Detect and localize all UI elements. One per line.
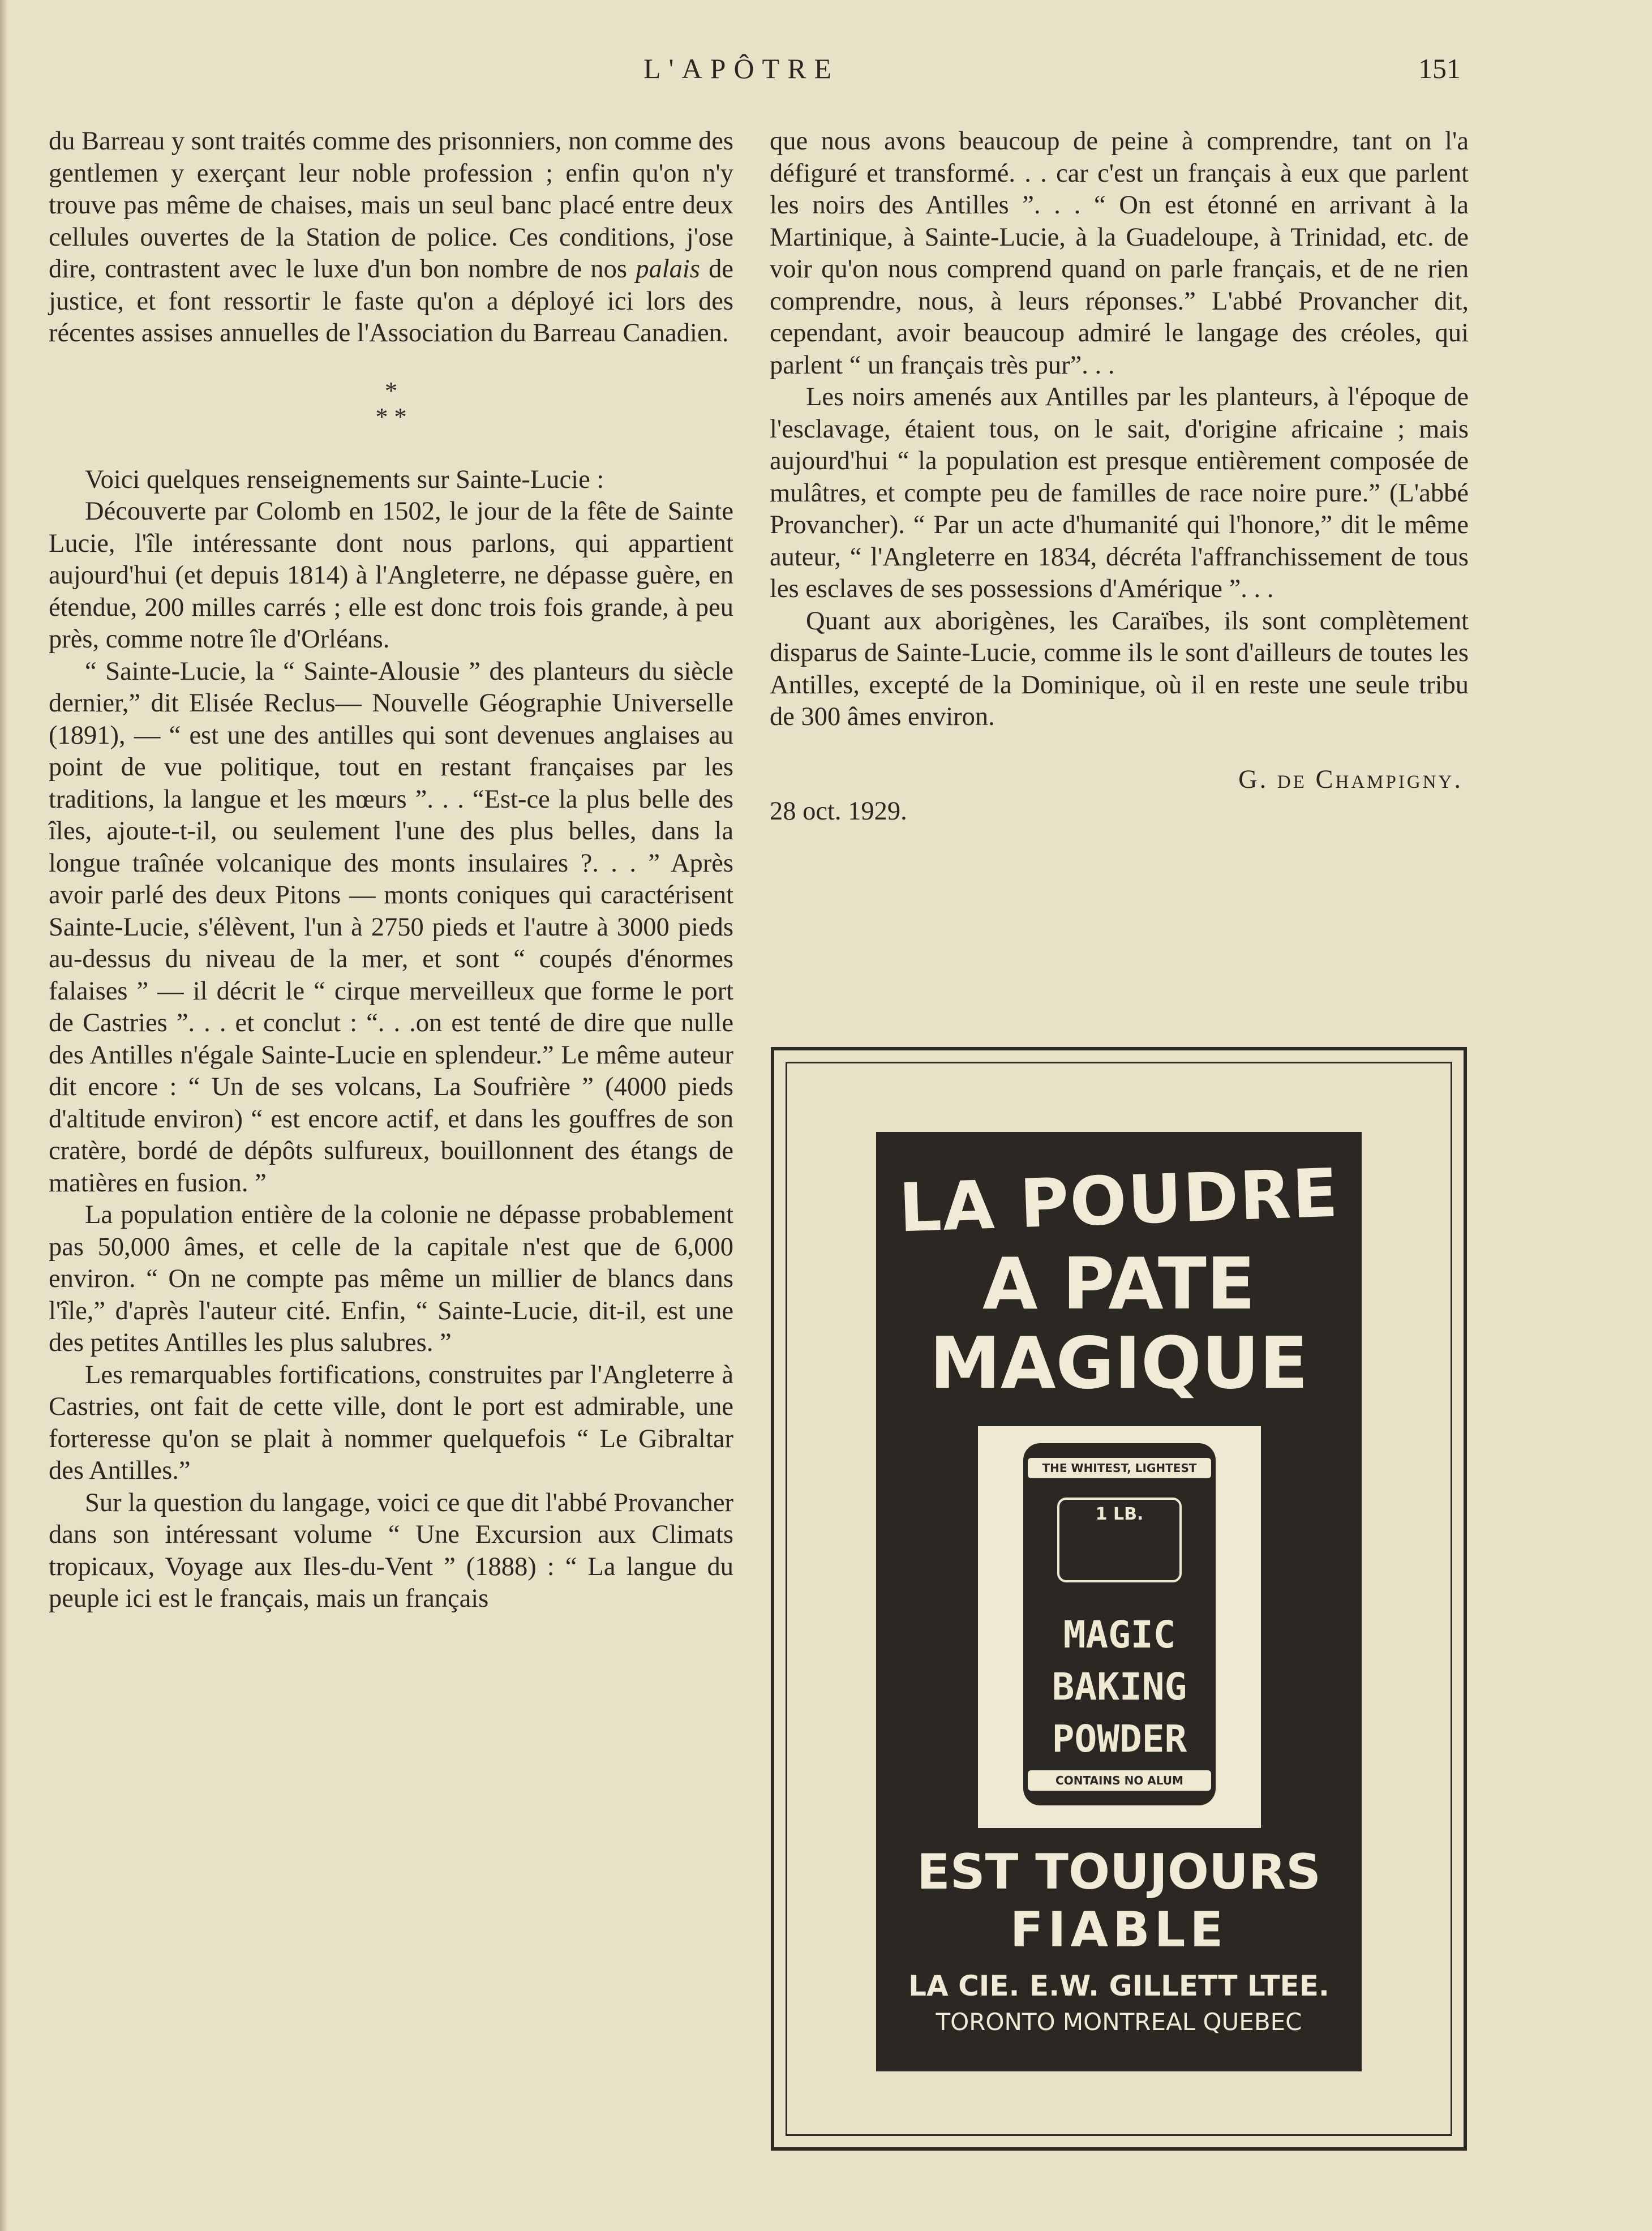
paragraph-fortifications: Les remarquables fortifications, construites par l'Angleterre à Castries, ont fait de cette ville, dont le port est admirable, une forteresse qu'on se plait à nommer quelquefois “ Le Gibraltar des Antilles.”	[49, 1360, 733, 1485]
asterism-top: *	[385, 376, 397, 405]
advertisement	[876, 1132, 1362, 2071]
tin-band-bottom: CONTAINS NO ALUM	[1028, 1770, 1211, 1791]
baking-powder-tin-icon	[1023, 1443, 1216, 1805]
ad-tagline-2: FIABLE	[1010, 1902, 1228, 1958]
right-column	[770, 126, 1469, 828]
paragraph-francais: que nous avons beaucoup de peine à comprendre, tant on l'a défiguré et transformé. . . car c'est un français à eux que parlent les noirs des Antilles ”. . . “ On est étonné en arrivant à la Martinique, à Sainte-Lucie, à la Guadeloupe, à Trinidad, etc. de voir qu'on nous comprend quand on parle français, et de ne rien comprendre, nous, à leurs réponses.” L'abbé Provancher dit, cependant, avoir beaucoup admiré le langage des créoles, qui parlent “ un français très pur”. . .	[770, 127, 1469, 380]
ad-cities: TORONTO MONTREAL QUEBEC	[936, 2008, 1302, 2036]
page-number: 151	[1418, 53, 1461, 84]
page-edge	[0, 0, 8, 2231]
running-title: L'APÔTRE	[643, 53, 839, 84]
tin-brand-1: MAGIC	[1063, 1613, 1176, 1657]
ad-headline-1: LA POUDRE	[898, 1153, 1340, 1247]
ad-company: LA CIE. E.W. GILLETT LTEE.	[908, 1970, 1329, 2002]
page-header	[0, 52, 1652, 97]
tin-brand-2: BAKING	[1052, 1665, 1187, 1709]
tin-brand-3: POWDER	[1052, 1717, 1187, 1761]
paragraph-intro: Voici quelques renseignements sur Sainte-Lucie :	[85, 465, 604, 494]
ad-tagline-1: EST TOUJOURS	[917, 1844, 1321, 1900]
left-column	[49, 126, 733, 1615]
ad-headline-3: MAGIQUE	[929, 1322, 1308, 1405]
paragraph-barreau: du Barreau y sont traités comme des prisonniers, non comme des gentlemen y exerçant leur noble profession ; enfin qu'on n'y trouve pas même de chaises, mais un seul banc placé entre deux cellules ouvertes de la Station de police. Ces conditions, j'ose dire, contrastent avec le luxe d'un bon nombre de nos palais de justice, et font ressortir le faste qu'on a déployé ici lors des récentes assises annuelles de l'Association du Barreau Canadien.	[49, 127, 733, 347]
paragraph-population: La population entière de la colonie ne dépasse probablement pas 50,000 âmes, et celle de la capitale n'est que de 6,000 environ. “ On ne compte pas même un millier de blancs dans l'île,” d'après l'auteur cité. Enfin, “ Sainte-Lucie, dit-il, est une des petites Antilles les plus salubres. ”	[49, 1200, 733, 1357]
tin-label: 1 LB.	[1057, 1498, 1182, 1582]
dateline: 28 oct. 1929.	[770, 797, 907, 826]
asterism	[49, 378, 733, 430]
paragraph-langage: Sur la question du langage, voici ce que dit l'abbé Provancher dans son intéressant volume “ Une Excursion aux Climats tropicaux, Voyage aux Iles-du-Vent ” (1888) : “ La langue du peuple ici est le français, mais un français	[49, 1488, 733, 1613]
paragraph-noirs: Les noirs amenés aux Antilles par les planteurs, à l'époque de l'esclavage, étaient tous, on le sait, d'origine africaine ; mais aujourd'hui “ la population est presque entièrement composée de mulâtres, et compte peu de familles de race noire pure.” (L'abbé Provancher). “ Par un acte d'humanité qui l'honore,” dit le même auteur, “ l'Angleterre en 1834, décréta l'affranchissement de tous les esclaves de ses possessions d'Amérique ”. . .	[770, 383, 1469, 603]
paragraph-decouverte: Découverte par Colomb en 1502, le jour de la fête de Sainte Lucie, l'île intéressante dont nous parlons, qui appartient aujourd'hui (et depuis 1814) à l'Angleterre, ne dépasse guère, en étendue, 200 milles carrés ; elle est donc trois fois grande, à peu près, comme notre île d'Orléans.	[49, 497, 733, 654]
asterism-bottom: * *	[375, 402, 407, 431]
tin-band-top: THE WHITEST, LIGHTEST	[1028, 1458, 1211, 1478]
paragraph-aborigenes: Quant aux aborigènes, les Caraïbes, ils sont complètement disparus de Sainte-Lucie, comme ils le sont d'ailleurs de toutes les Antilles, excepté de la Dominique, où il en reste une seule tribu de 300 âmes environ.	[770, 606, 1469, 731]
paragraph-reclus: “ Sainte-Lucie, la “ Sainte-Alousie ” des planteurs du siècle dernier,” dit Elisée Reclus— Nouvelle Géographie Universelle (1891), — “ est une des antilles qui sont devenues anglaises au point de vue politique, tout en restant françaises par les traditions, la langue et les mœurs ”. . . “Est-ce la plus belle des îles, ajoute-t-il, ou seulement l'une des plus belles, dans la longue traînée volcanique des monts insulaires ?. . . ” Après avoir parlé des deux Pitons — monts coniques qui caractérisent Sainte-Lucie, s'élèvent, l'un à 2750 pieds et l'autre à 3000 pieds au-dessus du niveau de la mer, et sont “ coupés d'énormes falaises ” — il décrit le “ cirque merveilleux que forme le port de Castries ”. . . et conclut : “. . .on est tenté de dire que nulle des Antilles n'égale Sainte-Lucie en splendeur.” Le même auteur dit encore : “ Un de ses volcans, La Soufrière ” (4000 pieds d'altitude environ) “ est encore actif, et dans les gouffres de son cratère, bordé de dépôts sulfureux, bouillonnent des étangs de matières en fusion. ”	[49, 657, 733, 1198]
ad-headline-2: A PATE	[982, 1242, 1255, 1325]
author-signature: G. de Champigny.	[1238, 765, 1463, 794]
product-panel	[978, 1426, 1261, 1828]
